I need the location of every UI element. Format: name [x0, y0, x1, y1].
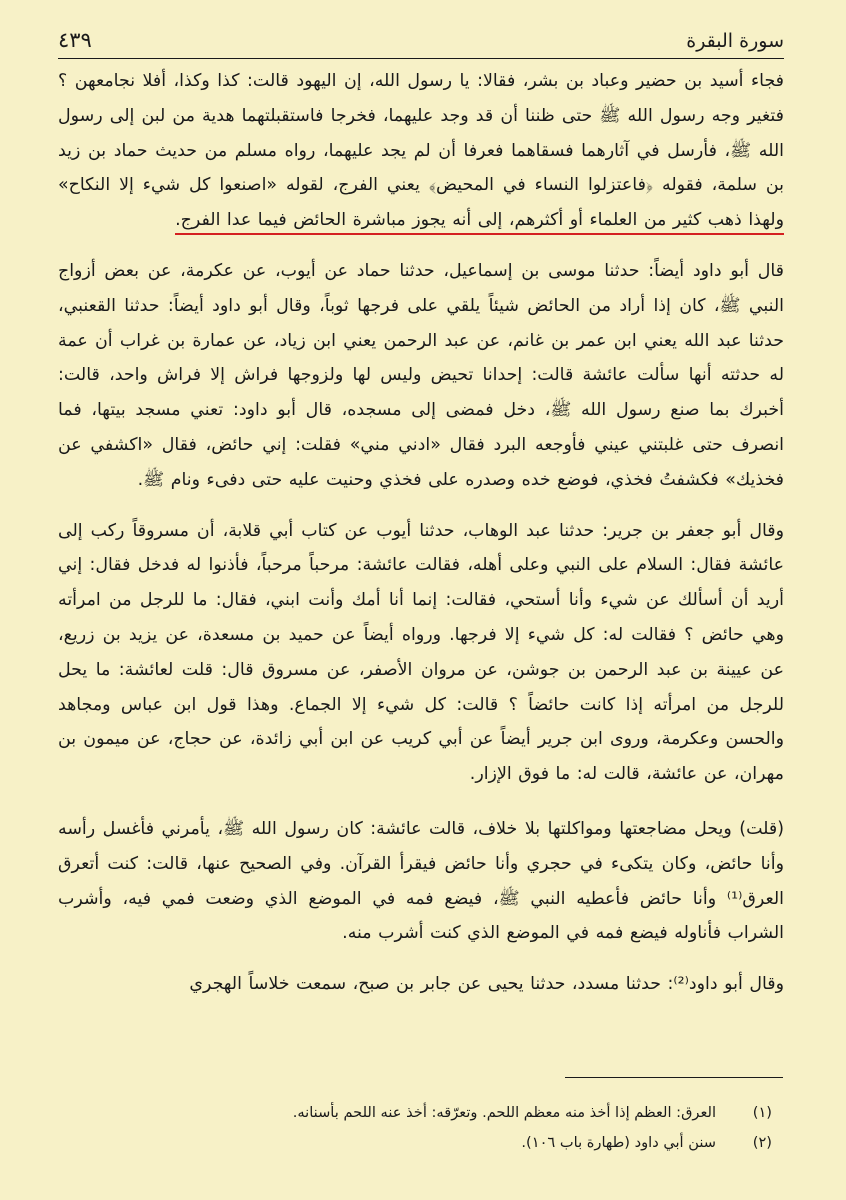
paragraph-4: (قلت) ويحل مضاجعتها ومواكلتها بلا خلاف، قالت عائشة: كان رسول الله ﷺ، يأمرني فأغسل رأسه وأنا حائض، وكان يتكىء في حجري وأنا حائض فيقرأ القرآن. وفي الصحيح عنها، قالت: كنت أتعرق العرق⁽¹⁾ وأنا حائض فأعطيه النبي ﷺ، فيضع فمه في الموضع الذي وضعت فمي فيه، وأشرب الشراب فأناوله فيضع فمه في الموضع الذي كنت أشرب منه.: [58, 818, 784, 944]
footnote-text: العرق: العظم إذا أخذ منه معظم اللحم. وتعرّقه: أخذ عنه اللحم بأسنانه.: [292, 1104, 716, 1121]
page-number: ٤٣٩: [58, 28, 92, 52]
footnote-number: (١): [752, 1104, 772, 1121]
footnote-text: سنن أبي داود (طهارة باب ١٠٦).: [521, 1134, 716, 1151]
main-text: [58, 62, 784, 1002]
paragraph-1-text: فجاء أسيد بن حضير وعباد بن بشر، فقالا: يا رسول الله، إن اليهود قالت: كذا وكذا، أفلا نجامعهن ؟ فتغير وجه رسول الله ﷺ حتى ظننا أن قد وجد عليهما، فخرجا فاستقبلتهما هدية من لبن إلى رسول الله ﷺ، فأرسل في آثارهما فسقاهما فعرفا أن لم يجد عليهما، رواه مسلم من حديث حماد بن زيد بن سلمة، فقوله ﴿فاعتزلوا النساء في المحيض﴾ يعني الفرج، لقوله «اصنعوا كل شيء إلا النكاح»: [58, 71, 784, 196]
footnote-2: [60, 1128, 780, 1158]
paragraph-2: قال أبو داود أيضاً: حدثنا موسى بن إسماعيل، حدثنا حماد عن أيوب، عن عكرمة، عن بعض أزواج النبي ﷺ، كان إذا أراد من الحائض شيئاً يلقي على فرجها ثوباً، وقال أبو داود أيضاً: حدثنا القعنبي، حدثنا عبد الله يعني ابن عمر بن غانم، عن عبد الرحمن يعني ابن زياد، عن عمارة بن غراب أن عمة له حدثته أنها سألت عائشة قالت: إحدانا تحيض وليس لها ولزوجها فراش إلا فراش واحد، قالت: أخبرك بما صنع رسول الله ﷺ، دخل فمضى إلى مسجده، قال أبو داود: تعني مسجد بيتها، فما انصرف حتى غلبتني عيني فأوجعه البرد فقال «ادني مني» فقلت: إني حائض، فقال «اكشفي عن فخذيك» فكشفتُ فخذي، فوضع خده وصدره على فخذي وحنيت عليه حتى دفىء ونام ﷺ.: [58, 260, 784, 490]
footnote-1: [60, 1098, 780, 1128]
surah-title: سورة البقرة: [686, 30, 784, 52]
paragraph-1: [58, 64, 784, 238]
paragraph-5: وقال أبو داود⁽²⁾: حدثنا مسدد، حدثنا يحيى عن جابر بن صبح، سمعت خلاساً الهجري: [189, 974, 784, 995]
highlighted-passage: ولهذا ذهب كثير من العلماء أو أكثرهم، إلى أنه يجوز مباشرة الحائض فيما عدا الفرج.: [175, 210, 784, 235]
footnote-number: (٢): [752, 1134, 772, 1151]
footnotes: [60, 1098, 780, 1158]
page-header: [58, 28, 784, 59]
paragraph-3: وقال أبو جعفر بن جرير: حدثنا عبد الوهاب، حدثنا أيوب عن كتاب أبي قلابة، أن مسروقاً ركب إلى عائشة فقال: السلام على النبي وعلى أهله، فقالت عائشة: مرحباً مرحباً، فأذنوا له فدخل فقال: إني أريد أن أسألك عن شيء وأنا أستحي، فقالت: إنما أنا أمك وأنت ابني، فقال: ما للرجل من امرأته وهي حائض ؟ فقالت له: كل شيء إلا فرجها. ورواه أيضاً عن حميد بن مسعدة، عن يزيد بن زريع، عن عيينة بن عبد الرحمن بن جوشن، عن مروان الأصفر، عن مسروق قال: قلت لعائشة: ما يحل للرجل من امرأته إذا كانت حائضاً ؟ قالت: كل شيء إلا الجماع. وهذا قول ابن عباس ومجاهد والحسن وعكرمة، وروى ابن جرير أيضاً عن أبي كريب عن ابن أبي زائدة، عن حجاج، عن ميمون بن مهران، عن عائشة، قالت له: ما فوق الإزار.: [58, 520, 784, 785]
footnote-separator: [565, 1077, 783, 1078]
